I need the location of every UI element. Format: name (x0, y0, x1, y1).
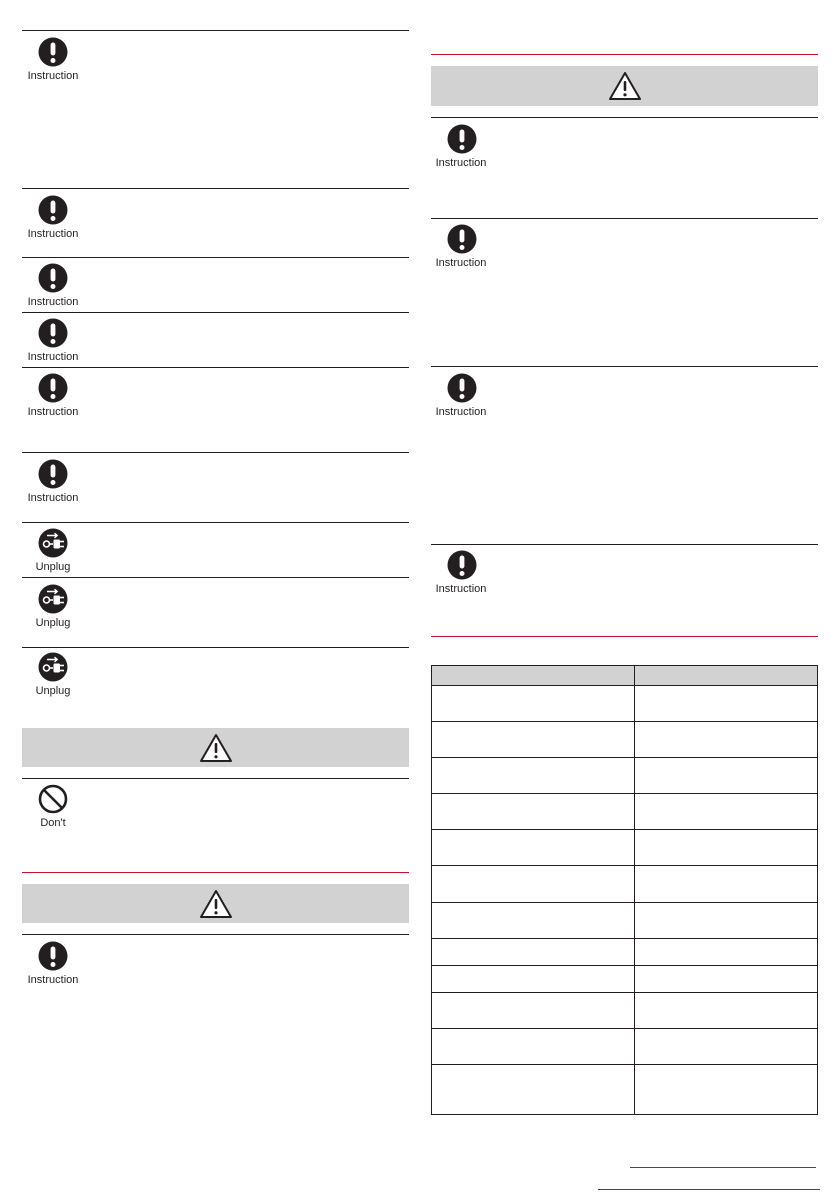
table-cell (635, 1028, 818, 1064)
table-header-cell (635, 666, 818, 686)
item-divider (22, 257, 409, 258)
unplug-plug-icon (38, 528, 68, 558)
table-row (432, 965, 818, 992)
table-header-row (432, 666, 818, 686)
table-row (432, 758, 818, 794)
item-divider (22, 522, 409, 523)
section-red-rule (431, 54, 818, 55)
unplug-plug-icon (38, 584, 68, 614)
instruction-label: Instruction (27, 406, 79, 418)
item-divider (22, 577, 409, 578)
instruction-label: Instruction (435, 257, 487, 269)
section-red-rule (431, 636, 818, 637)
table-row (432, 992, 818, 1028)
table-cell (635, 794, 818, 830)
instruction-label: Instruction (27, 296, 79, 308)
table-cell (432, 965, 635, 992)
item-divider (22, 367, 409, 368)
exclamation-circle-icon (447, 224, 477, 254)
dont-label: Don't (40, 817, 66, 829)
exclamation-circle-icon (38, 373, 68, 403)
table-row (432, 866, 818, 902)
prohibited-circle-icon (38, 784, 68, 814)
table-cell (635, 866, 818, 902)
item-divider (431, 544, 818, 545)
table-row (432, 938, 818, 965)
table-cell (635, 1064, 818, 1114)
table-header-cell (432, 666, 635, 686)
table-cell (635, 902, 818, 938)
table-cell (635, 938, 818, 965)
exclamation-circle-icon (447, 124, 477, 154)
page-footer-rule (630, 1167, 816, 1168)
table-cell (432, 1064, 635, 1114)
table-cell (432, 866, 635, 902)
table-cell (635, 758, 818, 794)
instruction-label: Instruction (27, 228, 79, 240)
instruction-label: Instruction (27, 974, 79, 986)
table-row (432, 1028, 818, 1064)
table-cell (432, 758, 635, 794)
item-divider (22, 452, 409, 453)
table-cell (432, 902, 635, 938)
unplug-label: Unplug (35, 685, 71, 697)
exclamation-circle-icon (447, 550, 477, 580)
warning-triangle-icon (199, 733, 233, 763)
table-cell (432, 686, 635, 722)
exclamation-circle-icon (447, 373, 477, 403)
section-rule (22, 934, 409, 935)
item-divider (22, 647, 409, 648)
table-cell (635, 830, 818, 866)
item-divider (431, 218, 818, 219)
instruction-label: Instruction (27, 492, 79, 504)
exclamation-circle-icon (38, 459, 68, 489)
section-red-rule (22, 872, 409, 873)
instruction-label: Instruction (27, 351, 79, 363)
table-cell (432, 722, 635, 758)
unplug-label: Unplug (35, 617, 71, 629)
instruction-label: Instruction (435, 157, 487, 169)
table-cell (432, 1028, 635, 1064)
instruction-label: Instruction (435, 406, 487, 418)
page-edge-rule (598, 1189, 820, 1190)
item-divider (431, 366, 818, 367)
exclamation-circle-icon (38, 941, 68, 971)
exclamation-circle-icon (38, 195, 68, 225)
item-divider (22, 312, 409, 313)
table-row (432, 902, 818, 938)
table-row (432, 722, 818, 758)
table-cell (432, 992, 635, 1028)
table-cell (635, 722, 818, 758)
table-cell (635, 686, 818, 722)
warning-triangle-icon (199, 889, 233, 919)
table-cell (432, 938, 635, 965)
exclamation-circle-icon (38, 37, 68, 67)
exclamation-circle-icon (38, 318, 68, 348)
section-top-rule (22, 30, 409, 31)
instruction-label: Instruction (435, 583, 487, 595)
caution-banner (431, 66, 818, 106)
table-cell (432, 794, 635, 830)
warning-triangle-icon (608, 71, 642, 101)
table-row (432, 1064, 818, 1114)
exclamation-circle-icon (38, 263, 68, 293)
instruction-label: Instruction (27, 70, 79, 82)
table-cell (635, 965, 818, 992)
caution-banner (22, 884, 409, 923)
table-row (432, 830, 818, 866)
item-divider (22, 188, 409, 189)
caution-banner (22, 728, 409, 767)
material-table (431, 665, 818, 1115)
unplug-label: Unplug (35, 561, 71, 573)
section-rule (22, 778, 409, 779)
table-row (432, 794, 818, 830)
table-cell (432, 830, 635, 866)
table-cell (635, 992, 818, 1028)
table-row (432, 686, 818, 722)
unplug-plug-icon (38, 652, 68, 682)
section-rule (431, 117, 818, 118)
